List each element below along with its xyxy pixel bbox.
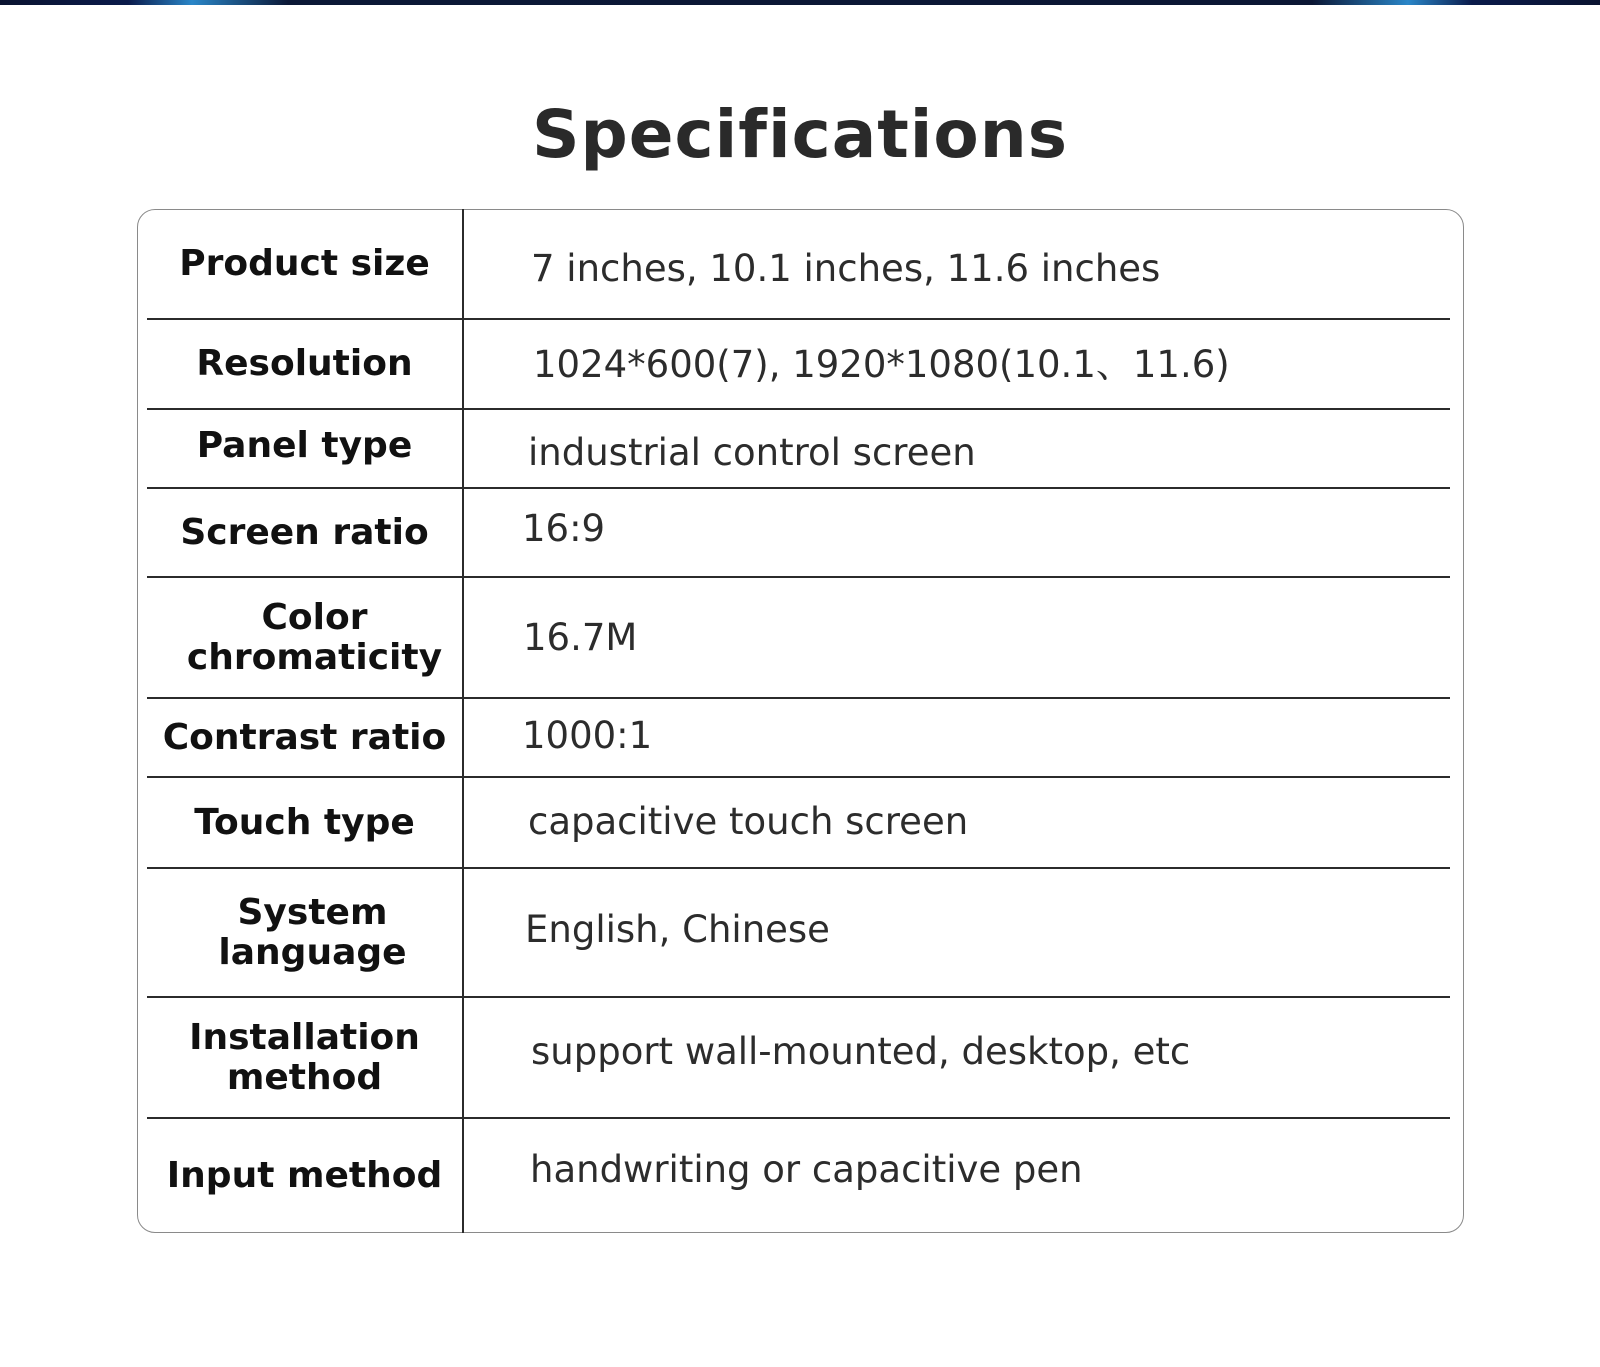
spec-value-panel-type: industrial control screen bbox=[528, 430, 976, 474]
spec-label-screen-ratio: Screen ratio bbox=[180, 511, 429, 553]
spec-value-color-chromaticity: 16.7M bbox=[523, 616, 638, 659]
spec-label-product-size: Product size bbox=[179, 242, 430, 284]
spec-label-input-method: Input method bbox=[166, 1155, 443, 1196]
column-divider bbox=[462, 209, 464, 1233]
spec-value-system-language: English, Chinese bbox=[525, 908, 830, 951]
spec-value-input-method: handwriting or capacitive pen bbox=[530, 1147, 1083, 1191]
spec-label-system-language: System language bbox=[218, 891, 407, 973]
spec-label-touch-type: Touch type bbox=[194, 801, 415, 843]
spec-value-touch-type: capacitive touch screen bbox=[528, 799, 969, 843]
spec-value-contrast-ratio: 1000:1 bbox=[522, 713, 653, 757]
spec-value-product-size: 7 inches, 10.1 inches, 11.6 inches bbox=[531, 246, 1161, 290]
spec-label-installation-method: Installation method bbox=[189, 1016, 420, 1098]
spec-value-resolution: 1024*600(7), 1920*1080(10.1、11.6) bbox=[533, 343, 1230, 386]
spec-label-resolution: Resolution bbox=[196, 343, 413, 384]
top-decorative-band bbox=[0, 0, 1600, 5]
page-title: Specifications bbox=[531, 96, 1069, 173]
spec-label-panel-type: Panel type bbox=[196, 425, 413, 466]
spec-label-color-chromaticity: Color chromaticity bbox=[186, 596, 443, 678]
spec-label-contrast-ratio: Contrast ratio bbox=[162, 716, 447, 758]
spec-value-installation-method: support wall-mounted, desktop, etc bbox=[531, 1030, 1191, 1073]
spec-value-screen-ratio: 16:9 bbox=[522, 506, 606, 550]
